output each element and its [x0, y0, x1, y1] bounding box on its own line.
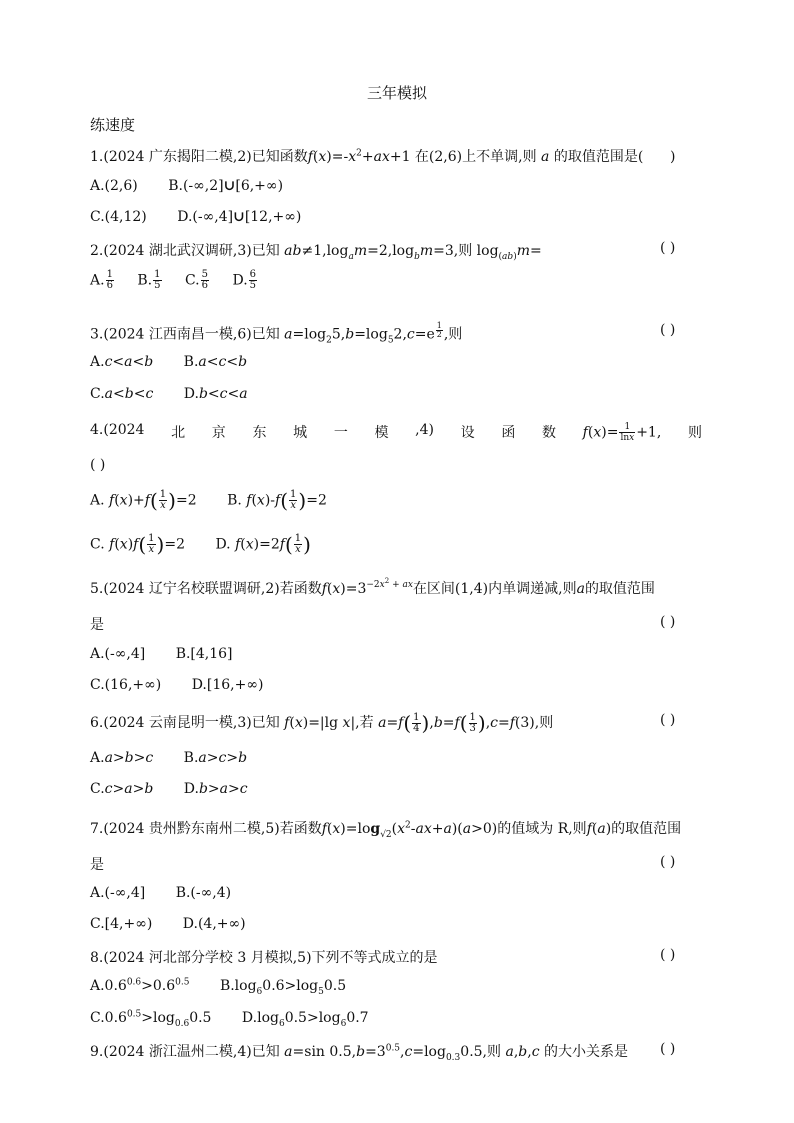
question-1-option-b[interactable]: B.(-∞,2]∪[6,+∞) — [168, 178, 284, 194]
question-3-stem: 3.(2024 江西南昌一模,6)已知 $a=\log_25,b=\log_52,c=e$ $^{\frac{1}{2}}$ ,则 — [90, 321, 463, 346]
question-6-option-c[interactable]: C.c>a>b — [90, 781, 154, 797]
question-8-stem: 8.(2024 河北部分学校 3 月模拟,5)下列不等式成立的是 — [90, 950, 438, 966]
question-6-options-row1 — [90, 750, 273, 766]
question-3-option-d[interactable]: D.b<c<a — [183, 386, 248, 402]
question-7-option-c[interactable]: C.[4,+∞) — [90, 916, 153, 932]
question-7-options-row1 — [90, 885, 257, 901]
question-6-option-a[interactable]: A.a>b>c — [90, 750, 154, 766]
question-6-stem: 6.(2024 云南昆明一模,3)已知 f(x)=|lg x|,若 a=f( $\frac{1}{4}$ ),b=f( $\frac{1}{3}$ ),c=f(3),则 — [90, 711, 554, 735]
question-6-option-d[interactable]: D.b>a>c — [183, 781, 248, 797]
question-4-option-c[interactable]: C. f(x)f( $\frac{1}{x}$ )=2 — [90, 532, 185, 557]
question-7-stem: 7.(2024 贵州黔东南州二模,5)若函数$f(x)=\log_{√2}(x^2-ax+a)(a>0)$的值域为 R,则f(a)的取值范围 — [90, 820, 682, 840]
question-4-stem: 4.(2024 北 京 东 城 一 模 ,4) 设 函 数 f(x)= $\frac{1}{\ln x}$ +1, 则 — [90, 422, 702, 443]
question-8-option-d[interactable]: $D.\log_60.5>\log_60.7$ — [241, 1010, 369, 1029]
question-5-answer-blank[interactable]: ( ) — [660, 614, 676, 630]
question-3-option-c[interactable]: C.a<b<c — [90, 386, 154, 402]
question-2-options — [90, 270, 284, 291]
question-7-option-d[interactable]: D.(4,+∞) — [182, 916, 246, 932]
question-5-option-d[interactable]: D.[16,+∞) — [191, 677, 264, 693]
section-heading: 练速度 — [90, 116, 136, 134]
question-8-options-row2 — [90, 1009, 395, 1029]
question-4-formula: f(x)= $\frac{1}{\ln x}$ +1, — [582, 422, 662, 443]
question-8-options-row1 — [90, 977, 372, 997]
question-1-stem: 1.(2024 广东揭阳二模,2)已知函数$f(x)=-x^2+ax+1$ 在(2,6)上不单调,则 a 的取值范围是( ) — [90, 148, 676, 165]
question-5-options-row2 — [90, 677, 289, 693]
question-3-option-a[interactable]: A.c<a<b — [90, 354, 154, 370]
question-8-option-c[interactable]: $C.0.6^{0.5}>\log_{0.6}0.5$ — [90, 1009, 212, 1029]
question-1-options-row2 — [90, 209, 327, 225]
question-7-option-a[interactable]: A.(-∞,4] — [90, 885, 146, 901]
question-5-stem: 5.(2024 辽宁名校联盟调研,2)若函数$f(x)=3^{-2x^2 + ax}$在区间(1,4)内单调递减,则a的取值范围 — [90, 577, 655, 597]
question-7-stem-continued: 是 — [90, 857, 104, 873]
question-1-option-a[interactable]: A.(2,6) — [90, 178, 138, 194]
question-1-option-c[interactable]: C.(4,12) — [90, 209, 147, 225]
question-7-answer-blank[interactable]: ( ) — [660, 854, 676, 870]
question-5-option-c[interactable]: C.(16,+∞) — [90, 677, 162, 693]
question-3-options-row2 — [90, 386, 274, 402]
question-4-options-row1 — [90, 490, 353, 511]
question-6-answer-blank[interactable]: ( ) — [660, 712, 676, 728]
question-3-answer-blank[interactable]: ( ) — [660, 322, 676, 338]
question-2-stem: 2.(2024 湖北武汉调研,3)已知 $ab\ne 1,\log_am=2,\log_bm=3$,则 $\log_{(ab)}m=$ — [90, 243, 542, 262]
question-4-option-d[interactable]: D. f(x)=2f( $\frac{1}{x}$ ) — [215, 532, 311, 557]
question-2-option-d[interactable]: D. $\frac{6}{5}$ — [232, 269, 257, 291]
question-2-answer-blank[interactable]: ( ) — [660, 240, 676, 256]
question-1-option-d[interactable]: D.(-∞,4]∪[12,+∞) — [177, 209, 302, 225]
question-3-options-row1 — [90, 354, 273, 370]
question-4-answer-blank[interactable]: ( ) — [90, 457, 106, 473]
question-4-options-row2 — [90, 534, 337, 555]
question-2-option-a[interactable]: A. $\frac{1}{6}$ — [90, 269, 113, 291]
question-2-option-b[interactable]: B. $\frac{1}{5}$ — [137, 269, 161, 291]
question-8-answer-blank[interactable]: ( ) — [660, 947, 676, 963]
question-5-stem-continued: 是 — [90, 617, 104, 633]
question-9-stem: 9.(2024 浙江温州二模,4)已知 a=sin $0.5,b=3^{0.5},c=\log_{0.3}0.5$,则 a,b,c 的大小关系是 — [90, 1043, 628, 1063]
question-6-options-row2 — [90, 781, 274, 797]
question-8-option-a[interactable]: $A.0.6^{0.6}>0.6^{0.5}$ — [90, 977, 190, 994]
question-5-option-b[interactable]: B.[4,16] — [175, 646, 233, 662]
question-7-options-row2 — [90, 916, 272, 932]
question-7-option-b[interactable]: B.(-∞,4) — [175, 885, 232, 901]
question-5-options-row1 — [90, 646, 259, 662]
question-6-option-b[interactable]: B.a>c>b — [183, 750, 248, 766]
question-8-option-b[interactable]: $B.\log_60.6>\log_50.5$ — [219, 978, 347, 997]
page-title: 三年模拟 — [366, 84, 427, 102]
question-4-option-b[interactable]: B. f(x)-f( $\frac{1}{x}$ )=2 — [227, 488, 327, 513]
question-4-option-a[interactable]: A. f(x)+f( $\frac{1}{x}$ )=2 — [90, 488, 197, 513]
question-5-option-a[interactable]: A.(-∞,4] — [90, 646, 146, 662]
question-1-options-row1 — [90, 178, 309, 194]
question-2-option-c[interactable]: C. $\frac{5}{6}$ — [184, 269, 209, 291]
question-3-option-b[interactable]: B.a<c<b — [183, 354, 248, 370]
question-9-answer-blank[interactable]: ( ) — [660, 1041, 676, 1057]
